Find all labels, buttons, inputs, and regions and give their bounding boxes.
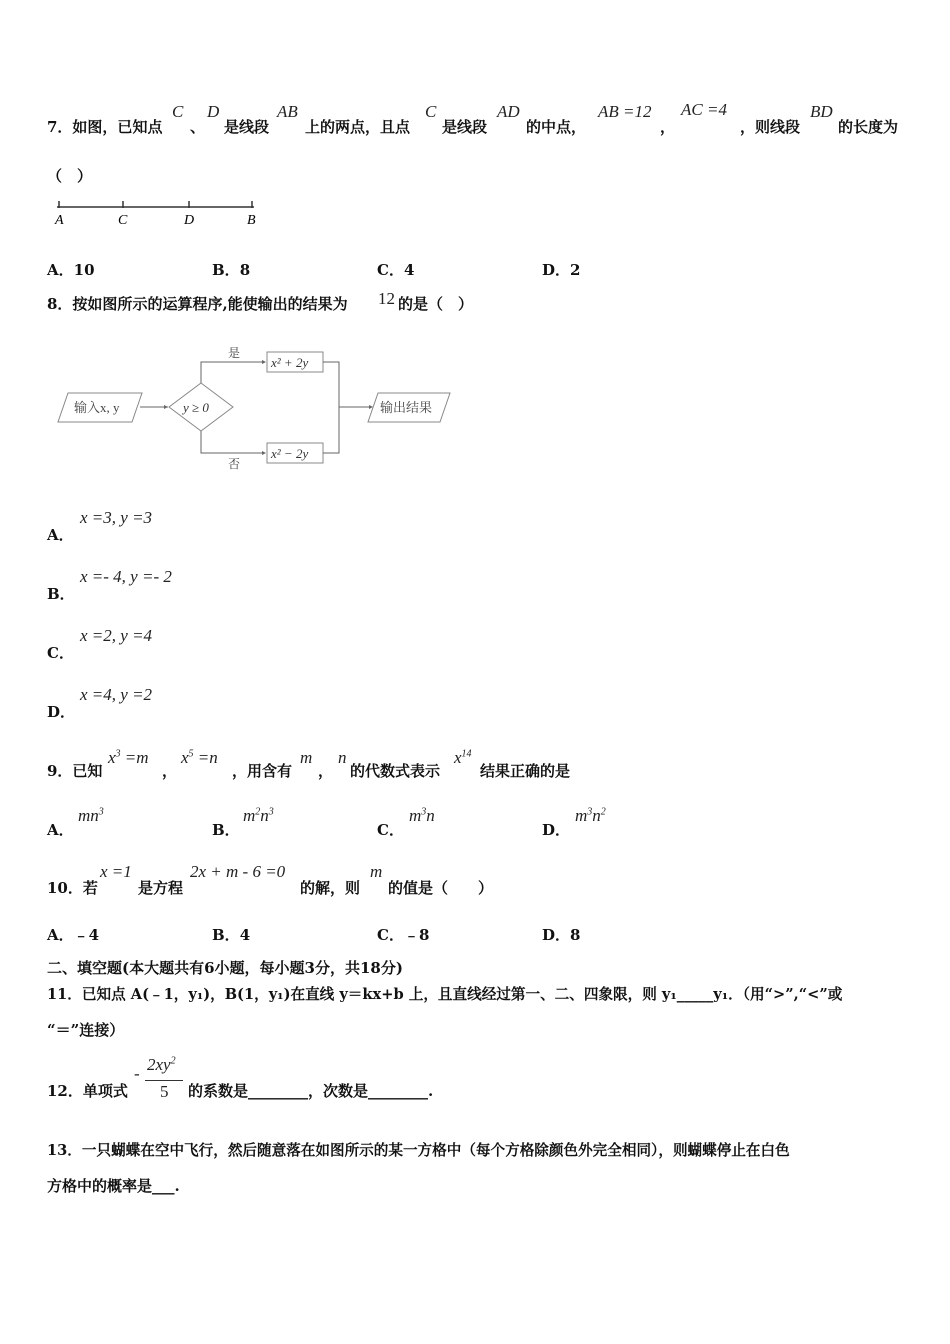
q12-minus: - (134, 1064, 140, 1083)
q8-number: 12 (378, 289, 395, 308)
q7-text-4: 的中点， (526, 118, 587, 136)
label-b: B (247, 213, 256, 228)
q9-option-a-label[interactable]: A． (47, 821, 74, 839)
q9-text-3: 结果正确的是 (480, 762, 571, 780)
output-label: 输出结果 (380, 400, 433, 415)
q9-text-2: 的代数式表示 (350, 762, 441, 780)
q8-option-b-value: x =- 4, y =- 2 (80, 567, 172, 586)
q12-numerator: $2xy^2$ (147, 1055, 176, 1074)
q12-fraction-bar (145, 1080, 183, 1081)
q7-number: 7．如图，已知点 (47, 118, 163, 136)
q8-option-c-value: x =2, y =4 (80, 626, 153, 645)
q7-text-1: 是线段 (224, 118, 270, 136)
q8-flowchart (50, 338, 460, 478)
q9-expr-3: $x^{14}$ (454, 748, 472, 767)
label-a: A (55, 213, 64, 228)
q7-point-d: D (207, 102, 220, 121)
q8-option-d-value: x =4, y =2 (80, 685, 153, 704)
q7-seg-bd: BD (810, 102, 833, 121)
q13-line-1: 13．一只蝴蝶在空中飞行，然后随意落在如图所示的某一方格中（每个方格除颜色外完全相同），则蝴蝶停止在白色 (47, 1142, 790, 1159)
q7-point-c: C (172, 102, 184, 121)
q9-option-c-label[interactable]: C． (377, 821, 404, 839)
q8-option-a-label[interactable]: A． (47, 526, 74, 544)
q9-option-a-value: $mn^3$ (78, 806, 104, 825)
top-expr: x² + 2y (271, 355, 309, 370)
q8-option-b-label[interactable]: B． (47, 585, 75, 603)
q10-text-1: 是方程 (138, 879, 184, 897)
q9-comma: ， (162, 762, 178, 780)
q12-number: 12．单项式 (47, 1082, 128, 1100)
q13-line-2: 方格中的概率是___. (47, 1177, 180, 1195)
q7-segment-figure (52, 195, 267, 231)
section-2-heading: 二、填空题(本大题共有6小题，每小题3分，共18分) (47, 959, 403, 977)
q7-eq-ab: AB =12 (598, 102, 652, 121)
q7-text-5: ，则线段 (740, 118, 801, 136)
q12-text: 的系数是________，次数是________. (188, 1082, 434, 1100)
q7-text-3: 是线段 (442, 118, 488, 136)
merge-line (323, 362, 339, 453)
q9-number: 9．已知 (47, 762, 103, 780)
q8-option-a-value: x =3, y =3 (80, 508, 153, 527)
q10-text-3: 的值是（ ） (388, 879, 494, 897)
q7-option-d[interactable]: D．2 (542, 261, 581, 279)
q9-var-n: n (338, 748, 347, 767)
q7-option-c[interactable]: C．4 (377, 261, 415, 279)
condition-label: y ≥ 0 (183, 400, 209, 415)
q8-option-c-label[interactable]: C． (47, 644, 74, 662)
q7-comma: ， (660, 118, 676, 136)
label-c: C (118, 213, 128, 228)
q10-var-m: m (370, 862, 383, 881)
input-label: 输入x, y (74, 400, 120, 415)
no-branch (201, 431, 263, 453)
q10-option-d[interactable]: D．8 (542, 926, 581, 944)
arrow-head-1 (164, 405, 168, 409)
q7-sep: 、 (190, 118, 206, 136)
q8-option-d-label[interactable]: D． (47, 703, 76, 721)
q7-seg-ad: AD (497, 102, 520, 121)
q7-text-2: 上的两点，且点 (305, 118, 411, 136)
q9-option-b-label[interactable]: B． (212, 821, 240, 839)
q11-line-2: “＝”连接） (47, 1021, 125, 1039)
q12-denominator: 5 (160, 1082, 169, 1101)
q10-option-a[interactable]: A．﹣4 (47, 926, 100, 944)
q8-text: 8．按如图所示的运算程序,能使输出的结果为 (47, 295, 348, 313)
yes-branch (201, 362, 263, 383)
q11-line-1: 11．已知点 A(﹣1，y₁)，B(1，y₁)在直线 y＝kx+b 上，且直线经过第一、二、四象限，则 y₁_____y₁．（用“>”,“<”或 (47, 986, 843, 1003)
q7-option-a[interactable]: A．10 (47, 261, 95, 279)
no-label: 否 (228, 457, 241, 471)
q10-number: 10．若 (47, 879, 98, 897)
q9-option-d-label[interactable]: D． (542, 821, 571, 839)
yes-label: 是 (228, 346, 241, 360)
q7-text-6: 的长度为 (838, 118, 899, 136)
q7-paren: （ ） (47, 167, 93, 185)
arrow-head-no (262, 451, 266, 455)
q7-seg-ab: AB (277, 102, 298, 121)
bottom-expr: x² − 2y (271, 446, 309, 461)
q9-var-m: m (300, 748, 313, 767)
q8-tail: 的是（ ） (398, 295, 474, 313)
q10-expr-1: x =1 (100, 862, 132, 881)
q9-option-b-value: $m^2n^3$ (243, 806, 274, 825)
arrow-head-yes (262, 360, 266, 364)
q10-option-b[interactable]: B．4 (212, 926, 251, 944)
q7-eq-ac: AC =4 (681, 100, 727, 119)
q10-option-c[interactable]: C．﹣8 (377, 926, 430, 944)
q9-sep: ， (318, 762, 334, 780)
q9-option-d-value: $m^3n^2$ (575, 806, 606, 825)
q10-expr-2: 2x + m - 6 =0 (190, 862, 286, 881)
label-d: D (184, 213, 195, 228)
q7-point-c2: C (425, 102, 437, 121)
q9-expr-2: $x^5 =n$ (181, 748, 218, 767)
q9-text-1: ，用含有 (232, 762, 293, 780)
q7-option-b[interactable]: B．8 (212, 261, 251, 279)
q9-expr-1: $x^3 =m$ (108, 748, 149, 767)
q9-option-c-value: $m^3n$ (409, 806, 435, 825)
q10-text-2: 的解，则 (300, 879, 361, 897)
